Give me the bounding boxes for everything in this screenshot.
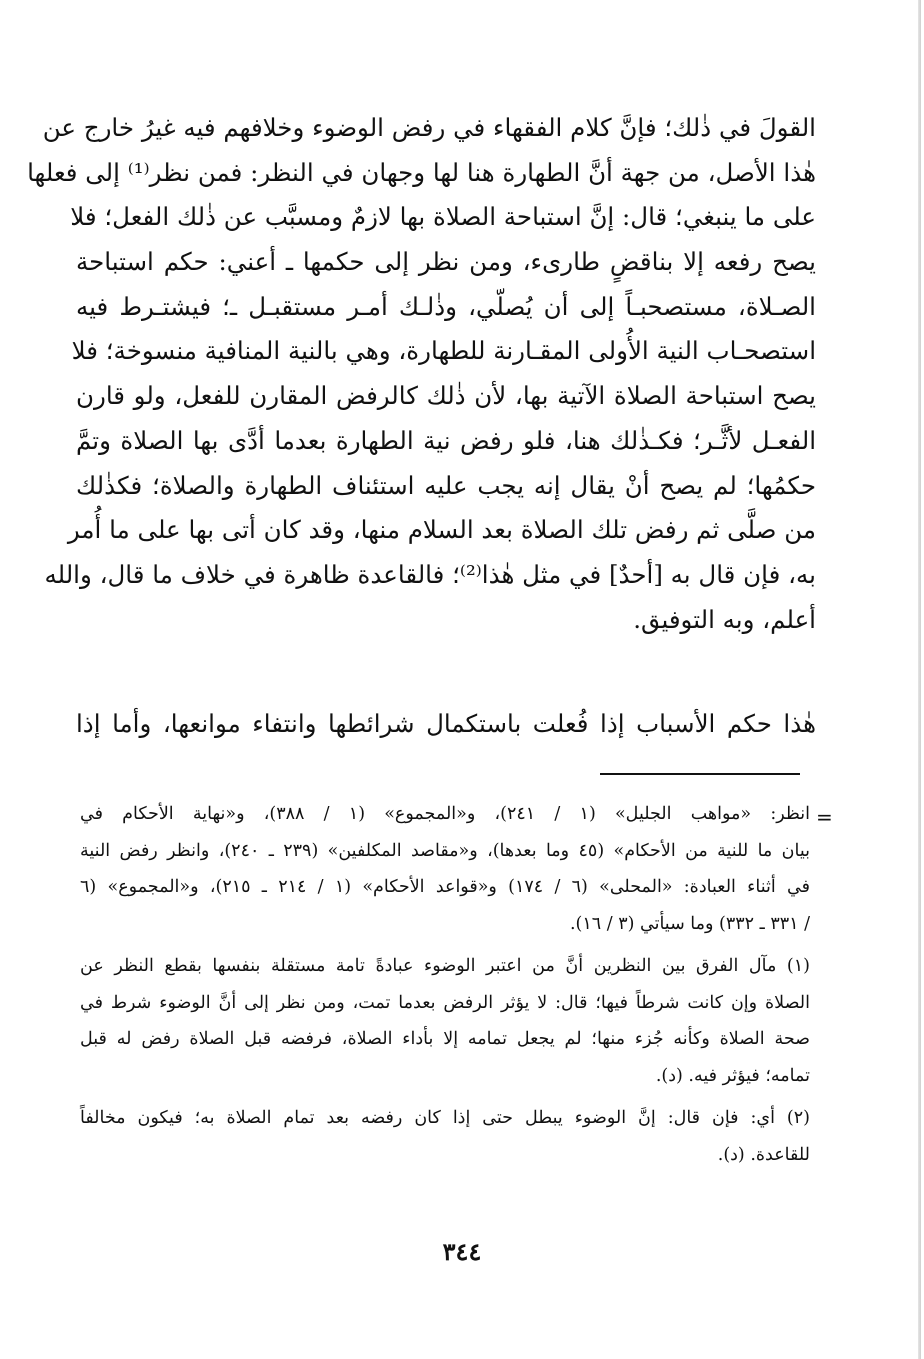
page-number: ٣٤٤ — [442, 1237, 482, 1266]
footnote-line: تمامه؛ فيؤثر فيه. (د). — [655, 1065, 810, 1086]
footnote-line: / ٣٣١ ـ ٣٣٢) وما سيأتي (٣ / ١٦). — [569, 913, 810, 934]
footnotes — [80, 796, 810, 1179]
text-line: هٰذا الأصل، من جهة أنَّ الطهارة هنا لها وجهان في النظر: فمن نظر⁽¹⁾ إلى فعلها — [27, 157, 816, 187]
footnote-line: (١) مآل الفرق بين النظرين أنَّ من اعتبر الوضوء عبادةً تامة مستقلة بنفسها بقطع النظر عن — [80, 956, 810, 976]
page-edge — [918, 0, 921, 1359]
text-line: به، فإن قال به [أحدٌ] في مثل هٰذا⁽²⁾؛ فالقاعدة ظاهرة في خلاف ما قال، والله — [44, 559, 816, 589]
footnote-line: (٢) أي: فإن قال: إنَّ الوضوء يبطل حتى إذا كان رفضه بعد تمام الصلاة به؛ فيكون مخالفاً — [80, 1108, 810, 1128]
footnote-line: للقاعدة. (د). — [717, 1144, 810, 1165]
footnote-continued — [80, 796, 810, 942]
footnote-separator — [600, 773, 800, 775]
text-line: يصح رفعه إلا بناقضٍ طارىء، ومن نظر إلى حكمها ـ أعني: حكم استباحة — [76, 247, 816, 277]
text-line: الفعـل لأثَّـر؛ فكـذٰلك هنا، فلو رفض نية الطهارة بعدما أدَّى بها الصلاة وتمَّ — [76, 425, 816, 455]
text-line: القولَ في ذٰلك؛ فإنَّ كلام الفقهاء في رفض الوضوء وخلافهم فيه غيرُ خارج عن — [42, 113, 816, 142]
text-line: أعلم، وبه التوفيق. — [633, 604, 816, 634]
footnote-line: الصلاة وإن كانت شرطاً فيها؛ قال: لا يؤثر الرفض بعدما تمت، ومن نظر إلى أنَّ الوضوء شرط في — [80, 992, 810, 1013]
text-line: حكمُها؛ لم يصح أنْ يقال إنه يجب عليه استئناف الطهارة والصلاة؛ فكذٰلك — [76, 470, 816, 500]
footnote-1 — [80, 948, 810, 1094]
footnote-line: بيان ما للنية من الأحكام» (٤٥ وما بعدها)، و«مقاصد المكلفين» (٢٣٩ ـ ٢٤٠)، وانظر رفض النية — [80, 840, 810, 861]
footnote-continuation-mark: = — [816, 805, 833, 829]
main-paragraph — [27, 106, 816, 642]
footnote-line: صحة الصلاة وكأنه جُزء منها؛ لم يجعل تمامه إلا بأداء الصلاة، فرفضه قبل الصلاة رفض له قبل — [80, 1029, 810, 1049]
text-line: من صلَّى ثم رفض تلك الصلاة بعد السلام منها، وقد كان أتى بها على ما أُمر — [67, 515, 816, 545]
footnote-2 — [80, 1100, 810, 1173]
footnote-line: انظر: «مواهب الجليل» (١ / ٢٤١)، و«المجموع» (١ / ٣٨٨)، و«نهاية الأحكام في — [80, 804, 810, 824]
text-line: استصحـاب النية الأُولى المقـارنة للطهارة، وهي بالنية المنافية منسوخة؛ فلا — [71, 336, 816, 366]
text-line: الصـلاة، مستصحبـاً إلى أن يُصلّي، وذٰلـك أمـر مستقبـل ـ؛ فيشتـرط فيه — [76, 291, 816, 321]
footnote-line: في أثناء العبادة: «المحلى» (٦ / ١٧٤) و«قواعد الأحكام» (١ / ٢١٤ ـ ٢١٥)، و«المجموع» (٦ — [80, 877, 810, 897]
text-line: يصح استباحة الصلاة الآتية بها، لأن ذٰلك كالرفض المقارن للفعل، ولو قارن — [76, 381, 816, 411]
second-paragraph: هٰذا حكم الأسباب إذا فُعلت باستكمال شرائطها وانتفاء موانعها، وأما إذا — [76, 709, 816, 738]
text-line: على ما ينبغي؛ قال: إنَّ استباحة الصلاة بها لازمٌ ومسبَّب عن ذٰلك الفعل؛ فلا — [70, 202, 816, 232]
